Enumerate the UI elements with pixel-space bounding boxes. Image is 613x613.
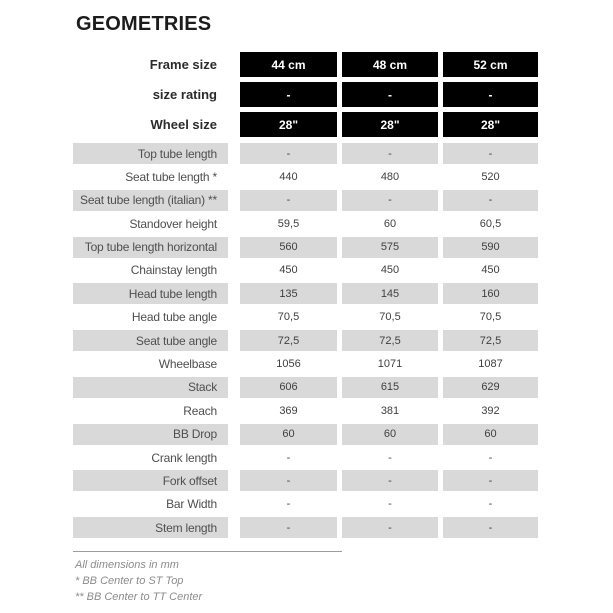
table-row [73,213,538,234]
header-cell-value: 48 cm [342,52,438,77]
cell-value: - [443,517,538,538]
header-row-label: Wheel size [150,117,217,132]
cell-value: 72,5 [240,330,337,351]
table-row [73,166,538,187]
row-label: Bar Width [166,497,217,512]
row-label: Seat tube length * [125,169,217,184]
table-row [73,447,538,468]
cell-value: 60 [383,217,397,230]
cell-value: 575 [342,237,438,258]
header-cell-value: - [342,82,438,107]
cell-value: - [388,498,392,511]
cell-value: - [286,451,291,464]
footnotes [75,557,202,605]
cell-value: 60 [443,424,538,445]
table-row [73,494,538,515]
cell-value: - [342,517,438,538]
cell-value: 1087 [478,358,503,371]
cell-value: 480 [380,170,400,183]
cell-value: 590 [443,237,538,258]
page-title: GEOMETRIES [76,13,212,36]
cell-value: 629 [443,377,538,398]
header-cell-value: 28" [342,112,438,137]
table-row [73,330,538,351]
cell-value: 72,5 [342,330,438,351]
cell-value: 60,5 [479,217,502,230]
data-rows [73,143,538,538]
header-row [73,82,538,107]
header-cell-value: - [443,82,538,107]
header-cell-value: 28" [240,112,337,137]
row-label: Seat tube angle [73,330,228,351]
cell-value: 450 [380,264,400,277]
cell-value: 70,5 [379,311,401,324]
row-label: BB Drop [73,424,228,445]
table-row [73,470,538,491]
table-row [73,400,538,421]
cell-value: 60 [240,424,337,445]
footnote: * BB Center to ST Top [75,575,184,587]
table-row [73,377,538,398]
row-label: Stem length [73,517,228,538]
table-row [73,283,538,304]
row-label: Head tube length [73,283,228,304]
table-row [73,260,538,281]
cell-value: 160 [443,283,538,304]
cell-value: 145 [342,283,438,304]
cell-value: - [488,498,493,511]
cell-value: 1056 [276,358,301,371]
cell-value: 60 [342,424,438,445]
header-row [73,112,538,137]
cell-value: - [388,451,392,464]
row-label: Head tube angle [131,310,217,325]
row-label: Standover height [129,216,217,231]
header-cell-value: 28" [443,112,538,137]
cell-value: 59,5 [277,217,300,230]
cell-value: - [240,190,337,211]
row-label: Fork offset [73,470,228,491]
cell-value: 392 [481,404,500,417]
cell-value: 72,5 [443,330,538,351]
cell-value: 520 [481,170,500,183]
cell-value: - [443,470,538,491]
header-cell-value: - [240,82,337,107]
cell-value: 606 [240,377,337,398]
header-row-label: size rating [152,87,217,102]
row-label: Chainstay length [130,263,217,278]
cell-value: 70,5 [277,311,300,324]
footnote-divider [73,551,342,552]
header-row-label: Frame size [149,57,217,72]
cell-value: - [443,143,538,164]
cell-value: - [240,517,337,538]
table-row [73,190,538,211]
row-label: Reach [183,403,217,418]
footnote: ** BB Center to TT Center [75,591,203,603]
cell-value: 381 [380,404,400,417]
row-label: Crank length [151,450,217,465]
cell-value: 1071 [377,358,403,371]
cell-value: 135 [240,283,337,304]
footnote: All dimensions in mm [75,559,179,571]
cell-value: - [342,190,438,211]
row-label: Top tube length [73,143,228,164]
cell-value: - [240,143,337,164]
cell-value: 369 [279,404,298,417]
cell-value: - [342,143,438,164]
table-row [73,307,538,328]
cell-value: 560 [240,237,337,258]
cell-value: 450 [481,264,500,277]
header-rows [73,52,538,137]
cell-value: - [240,470,337,491]
cell-value: - [488,451,493,464]
row-label: Seat tube length (italian) ** [73,190,228,211]
row-label: Top tube length horizontal [73,237,228,258]
cell-value: - [342,470,438,491]
table-row [73,354,538,375]
row-label: Wheelbase [158,357,217,372]
cell-value: - [286,498,291,511]
table-row [73,517,538,538]
header-cell-value: 52 cm [443,52,538,77]
geometry-table [73,52,538,541]
cell-value: 440 [279,170,298,183]
header-row [73,52,538,77]
row-label: Stack [73,377,228,398]
cell-value: 70,5 [479,311,502,324]
cell-value: - [443,190,538,211]
cell-value: 450 [279,264,298,277]
cell-value: 615 [342,377,438,398]
table-row [73,424,538,445]
table-row [73,143,538,164]
table-row [73,237,538,258]
header-cell-value: 44 cm [240,52,337,77]
